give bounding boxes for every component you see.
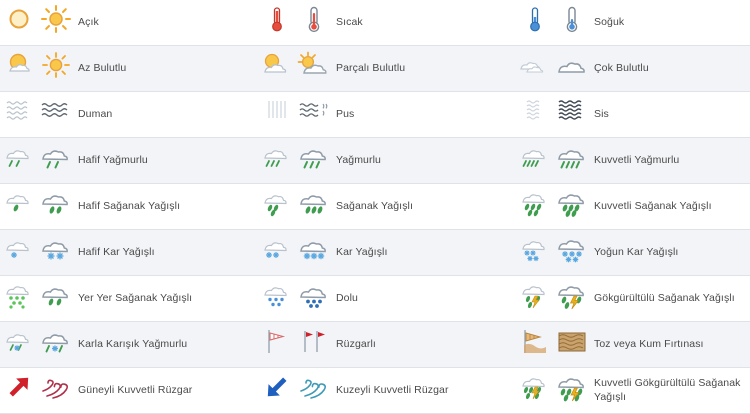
sleet-icon xyxy=(0,322,38,368)
cloud-light-rain-icon xyxy=(38,138,74,184)
sandstorm-icon xyxy=(554,322,590,368)
legend-label: Dolu xyxy=(332,276,516,322)
arrow-up-right-red-icon xyxy=(0,368,38,414)
clouds-outline-icon xyxy=(516,46,554,92)
thermometer-outline-icon xyxy=(296,0,332,46)
cloud-scattered-shower-icon xyxy=(38,276,74,322)
smoke-lines-icon xyxy=(38,92,74,138)
legend-label: Kuvvetli Gökgürültülü Sağanak Yağışlı xyxy=(590,368,750,414)
wind-swirl-blue-icon xyxy=(296,368,332,414)
strong-thunder-shower-icon xyxy=(516,368,554,414)
cloud-thunder-shower-icon xyxy=(554,276,590,322)
sun-outline-icon xyxy=(0,0,38,46)
cloud-light-shower-icon xyxy=(38,184,74,230)
table-row xyxy=(0,92,750,138)
cloud-strong-thunder-icon xyxy=(554,368,590,414)
legend-label: Hafif Sağanak Yağışlı xyxy=(74,184,258,230)
arrow-down-left-blue-icon xyxy=(258,368,296,414)
cloud-light-snow-icon xyxy=(38,230,74,276)
legend-label: Sıcak xyxy=(332,0,516,46)
thermometer-outline-icon xyxy=(554,0,590,46)
light-rain-drops-icon xyxy=(0,138,38,184)
table-row xyxy=(0,184,750,230)
legend-label: Duman xyxy=(74,92,258,138)
legend-label: Hafif Yağmurlu xyxy=(74,138,258,184)
cloud-heavy-snow-icon xyxy=(554,230,590,276)
legend-label: Hafif Kar Yağışlı xyxy=(74,230,258,276)
shower-drops-icon xyxy=(258,184,296,230)
hail-icon xyxy=(258,276,296,322)
legend-label: Sağanak Yağışlı xyxy=(332,184,516,230)
thunder-shower-icon xyxy=(516,276,554,322)
legend-label: Toz veya Kum Fırtınası xyxy=(590,322,750,368)
legend-label: Kuzeyli Kuvvetli Rüzgar xyxy=(332,368,516,414)
cloud-hail-icon xyxy=(296,276,332,322)
legend-label: Sis xyxy=(590,92,750,138)
legend-label: Güneyli Kuvvetli Rüzgar xyxy=(74,368,258,414)
wind-flags-icon xyxy=(296,322,332,368)
fog-lines-light-icon xyxy=(516,92,554,138)
sun-cloud-icon xyxy=(258,46,296,92)
cloud-snow-icon xyxy=(296,230,332,276)
cloud-heavy-shower-icon xyxy=(554,184,590,230)
scattered-shower-icon xyxy=(0,276,38,322)
windsock-icon xyxy=(258,322,296,368)
sun-behind-cloud-icon xyxy=(296,46,332,92)
legend-label: Kar Yağışlı xyxy=(332,230,516,276)
sun-cloud-small-icon xyxy=(0,46,38,92)
light-shower-drop-icon xyxy=(0,184,38,230)
thermometer-hot-icon xyxy=(258,0,296,46)
snow-icon xyxy=(258,230,296,276)
table-row xyxy=(0,46,750,92)
legend-label: Yoğun Kar Yağışlı xyxy=(590,230,750,276)
heavy-shower-drops-icon xyxy=(516,184,554,230)
legend-label: Pus xyxy=(332,92,516,138)
fog-lines-dense-icon xyxy=(554,92,590,138)
sun-rays-icon xyxy=(38,46,74,92)
legend-label: Kuvvetli Yağmurlu xyxy=(590,138,750,184)
table-row xyxy=(0,368,750,414)
table-row xyxy=(0,276,750,322)
legend-label: Karla Karışık Yağmurlu xyxy=(74,322,258,368)
wind-swirl-red-icon xyxy=(38,368,74,414)
table-row xyxy=(0,0,750,46)
smoke-waves-icon xyxy=(0,92,38,138)
table-row xyxy=(0,230,750,276)
legend-label: Kuvvetli Sağanak Yağışlı xyxy=(590,184,750,230)
legend-label: Az Bulutlu xyxy=(74,46,258,92)
table-row xyxy=(0,322,750,368)
legend-label: Soğuk xyxy=(590,0,750,46)
light-snow-icon xyxy=(0,230,38,276)
legend-label: Yağmurlu xyxy=(332,138,516,184)
mist-waves-icon xyxy=(296,92,332,138)
legend-label: Çok Bulutlu xyxy=(590,46,750,92)
legend-label: Rüzgarlı xyxy=(332,322,516,368)
thermometer-cold-icon xyxy=(516,0,554,46)
rain-drops-icon xyxy=(258,138,296,184)
table-row xyxy=(0,138,750,184)
legend-label: Yer Yer Sağanak Yağışlı xyxy=(74,276,258,322)
cloud-shower-icon xyxy=(296,184,332,230)
heavy-snow-icon xyxy=(516,230,554,276)
legend-label: Açık xyxy=(74,0,258,46)
legend-label: Gökgürültülü Sağanak Yağışlı xyxy=(590,276,750,322)
cloud-rain-icon xyxy=(296,138,332,184)
legend-label: Parçalı Bulutlu xyxy=(332,46,516,92)
dust-windsock-icon xyxy=(516,322,554,368)
cloud-heavy-rain-icon xyxy=(554,138,590,184)
sun-icon xyxy=(38,0,74,46)
heavy-rain-drops-icon xyxy=(516,138,554,184)
mist-lines-icon xyxy=(258,92,296,138)
cloud-icon xyxy=(554,46,590,92)
cloud-sleet-icon xyxy=(38,322,74,368)
